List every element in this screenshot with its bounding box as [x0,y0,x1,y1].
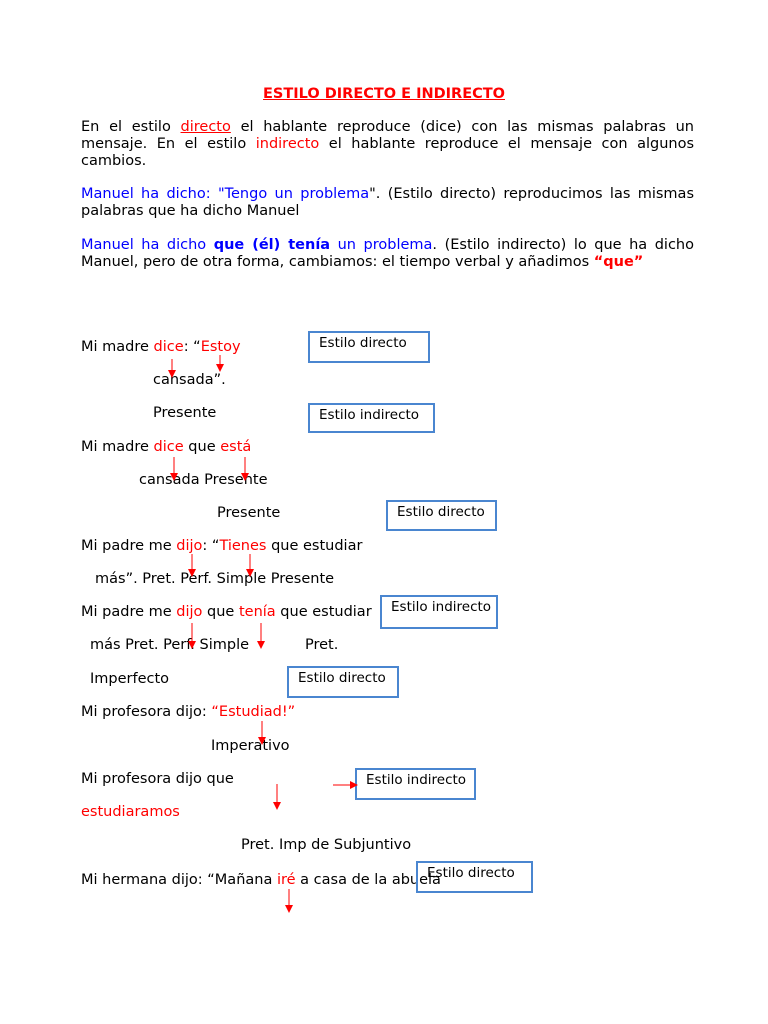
ex4-continuation: más Pret. Perf. Simple [90,637,250,653]
ex4-word-dijo: dijo [176,604,203,620]
intro-text-3: el hablante reproduce el mensaje con algunos cambios. [81,136,694,169]
ex2-text-1: Mi madre [81,439,154,455]
ex1-text-1: Mi madre [81,339,154,355]
ex4-style-box: Estilo indirecto [380,595,498,629]
ex2-word-esta: está [220,439,252,455]
ex3-continuation: más”. Pret. Perf. Simple Presente [95,571,335,587]
indirect-example-b: que (él) tenía [213,237,331,253]
ex5-tense-label: Imperativo [211,738,290,754]
ex1-word-dice: dice [153,339,184,355]
ex5-word-estudiad: “Estudiad!” [211,704,296,720]
ex3-text-3: que estudiar [266,538,363,554]
ex5-style-box: Estilo directo [287,666,399,698]
ex2-text-2: que [183,439,221,455]
intro-word-directo: directo [180,119,231,135]
ex6-sentence: Mi profesora dijo que [81,771,234,787]
ex6-tense-label: Pret. Imp de Subjuntivo [241,837,412,853]
ex2-style-box: Estilo indirecto [308,403,435,433]
ex7-style-box: Estilo directo [416,861,533,893]
ex4-imperfecto-label: Imperfecto [90,671,170,687]
ex5-text-1: Mi profesora dijo: [81,704,212,720]
intro-word-indirecto: indirecto [255,136,320,152]
ex3-text-2: : “ [202,538,220,554]
ex4-text-1: Mi padre me [81,604,177,620]
ex3-word-tienes: Tienes [219,538,267,554]
intro-text-2: el hablante reproduce (dice) con las mismas palabras un mensaje. En el estilo [81,119,694,152]
ex1-style-box: Estilo directo [308,331,430,363]
ex7-text-2: a casa de la abuela [295,872,441,888]
ex2-word-dice: dice [153,439,184,455]
intro-text-1: En el estilo [81,119,181,135]
ex6-word-estudiaramos: estudiaramos [81,804,180,820]
ex1-word-estoy: Estoy [200,339,241,355]
indirect-example-d: . (Estilo indirecto) lo que ha dicho Manuel, pero de otra forma, cambiamos: el tiempo verbal y añadimos [81,237,694,270]
page-title: ESTILO DIRECTO E INDIRECTO [263,86,505,102]
ex7-text-1: Mi hermana dijo: “Mañana [81,872,277,888]
ex1-tense-label: Presente [153,405,217,421]
indirect-example-c: un problema [330,237,433,253]
direct-example-rest: ". (Estilo directo) reproducimos las mismas palabras que ha dicho Manuel [81,186,694,219]
indirect-example-que: “que” [593,254,644,270]
ex4-word-tenia: tenía [238,604,276,620]
ex2-continuation: cansada Presente [139,472,268,488]
ex3-style-box: Estilo directo [386,500,497,531]
ex6-style-box: Estilo indirecto [355,768,476,800]
ex7-word-ire: iré [276,872,296,888]
ex1-continuation: cansada”. [153,372,226,388]
ex4-text-3: que estudiar [275,604,372,620]
indirect-example-a: Manuel ha dicho [81,237,214,253]
ex3-word-dijo: dijo [176,538,203,554]
ex4-text-2: que [202,604,239,620]
ex3-text-1: Mi padre me [81,538,177,554]
ex1-text-2: : “ [183,339,201,355]
direct-example-quote: Manuel ha dicho: "Tengo un problema [81,186,370,202]
ex2-tense-label: Presente [217,505,281,521]
ex4-pret-label: Pret. [305,637,339,653]
